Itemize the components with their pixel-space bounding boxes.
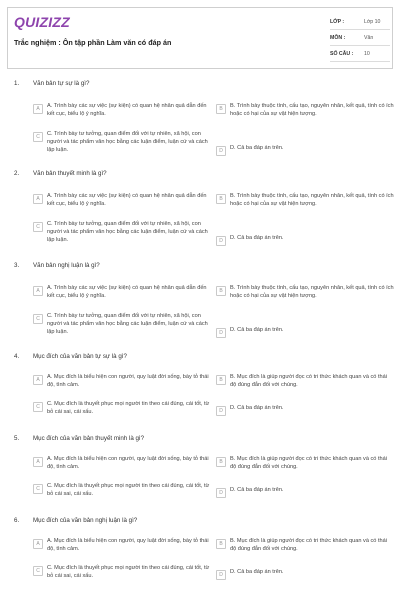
question-number: 5. — [14, 435, 20, 442]
option-text: A. Trình bày các sự việc (sự kiện) có quan hệ nhân quả dẫn đến kết cục, biểu lộ ý nghĩa. — [47, 193, 207, 208]
option-text: D. Cả ba đáp án trên. — [230, 405, 284, 411]
option-c[interactable] — [33, 312, 211, 337]
option-text: C. Mục đích là thuyết phục mọi người tin theo cái đúng, cái tốt, từ bỏ cái sai, cái xấu. — [47, 483, 210, 498]
option-letter-box[interactable]: B — [216, 104, 226, 114]
option-a[interactable] — [33, 102, 211, 118]
question-heading — [14, 517, 137, 524]
option-letter-box[interactable]: B — [216, 375, 226, 385]
option-letter-box[interactable]: A — [33, 539, 43, 549]
option-d[interactable] — [216, 404, 394, 416]
option-text: B. Mục đích là giúp người đọc có tri thức khách quan và có thái độ đúng đắn đối với chúng. — [230, 456, 387, 471]
quiz-title: Trắc nghiệm : Ôn tập phần Làm văn có đáp án — [14, 38, 172, 47]
meta-value: 10 — [364, 50, 370, 57]
option-text: D. Cả ba đáp án trên. — [230, 145, 284, 151]
question-heading — [14, 353, 127, 360]
option-letter-box[interactable]: C — [33, 484, 43, 494]
meta-value: Lớp 10 — [364, 18, 381, 25]
option-text: B. Trình bày thuộc tính, cấu tạo, nguyên nhân, kết quả, tính có ích hoặc có hại của sự vật hiện tượng. — [230, 193, 394, 208]
question-number: 1. — [14, 80, 20, 87]
option-letter-box[interactable]: A — [33, 104, 43, 114]
option-d[interactable] — [216, 144, 394, 156]
option-text: D. Cả ba đáp án trên. — [230, 487, 284, 493]
option-text: D. Cả ba đáp án trên. — [230, 569, 284, 575]
option-letter-box[interactable]: A — [33, 286, 43, 296]
option-text: C. Trình bày tư tưởng, quan điểm đối với tự nhiên, xã hội, con người và tác phẩm văn học bằng các luận điểm, luận cứ và cách lập luận. — [47, 221, 208, 244]
option-letter-box[interactable]: A — [33, 194, 43, 204]
question-heading — [14, 435, 144, 442]
option-a[interactable] — [33, 373, 211, 389]
option-b[interactable] — [216, 192, 394, 208]
question-heading — [14, 262, 100, 269]
option-text: B. Trình bày thuộc tính, cấu tạo, nguyên nhân, kết quả, tính có ích hoặc có hại của sự vật hiện tượng. — [230, 103, 394, 118]
option-letter-box[interactable]: B — [216, 539, 226, 549]
option-text: A. Mục đích là biểu hiện con người, quy luật đời sống, bày tỏ thái độ, tình cảm. — [47, 456, 209, 471]
option-letter-box[interactable]: D — [216, 328, 226, 338]
option-d[interactable] — [216, 234, 394, 246]
option-letter-box[interactable]: D — [216, 236, 226, 246]
option-letter-box[interactable]: C — [33, 402, 43, 412]
meta-label: LỚP : — [330, 18, 345, 25]
question-heading — [14, 80, 89, 87]
option-b[interactable] — [216, 284, 394, 300]
option-text: D. Cả ba đáp án trên. — [230, 327, 284, 333]
option-c[interactable] — [33, 400, 211, 416]
option-text: A. Mục đích là biểu hiện con người, quy luật đời sống, bày tỏ thái độ, tình cảm. — [47, 374, 209, 389]
option-text: B. Trình bày thuộc tính, cấu tạo, nguyên nhân, kết quả, tính có ích hoặc có hại của sự vật hiện tượng. — [230, 285, 394, 300]
option-text: B. Mục đích là giúp người đọc có tri thức khách quan và có thái độ đúng đắn đối với chúng. — [230, 374, 387, 389]
option-c[interactable] — [33, 564, 211, 580]
question-text: Mục đích của văn bản tự sự là gì? — [33, 353, 127, 360]
option-letter-box[interactable]: A — [33, 375, 43, 385]
option-letter-box[interactable]: A — [33, 457, 43, 467]
option-letter-box[interactable]: C — [33, 222, 43, 232]
question-number: 4. — [14, 353, 20, 360]
question-heading — [14, 170, 107, 177]
quiz-meta — [330, 14, 390, 62]
option-letter-box[interactable]: C — [33, 566, 43, 576]
option-b[interactable] — [216, 102, 394, 118]
option-a[interactable] — [33, 537, 211, 553]
option-b[interactable] — [216, 537, 394, 553]
option-text: A. Mục đích là biểu hiện con người, quy luật đời sống, bày tỏ thái độ, tình cảm. — [47, 538, 209, 553]
meta-row-class — [330, 14, 390, 30]
option-letter-box[interactable]: D — [216, 406, 226, 416]
question-text: Văn bản nghị luận là gì? — [33, 262, 100, 269]
meta-row-subject — [330, 30, 390, 46]
option-letter-box[interactable]: B — [216, 194, 226, 204]
option-d[interactable] — [216, 326, 394, 338]
option-text: C. Trình bày tư tưởng, quan điểm đối với tự nhiên, xã hội, con người và tác phẩm văn học bằng các luận điểm, luận cứ và cách lập luận. — [47, 313, 208, 336]
meta-label: MÔN : — [330, 34, 346, 41]
question-text: Văn bản tự sự là gì? — [33, 80, 90, 87]
option-letter-box[interactable]: C — [33, 132, 43, 142]
option-text: C. Mục đích là thuyết phục mọi người tin theo cái đúng, cái tốt, từ bỏ cái sai, cái xấu. — [47, 565, 210, 580]
option-a[interactable] — [33, 455, 211, 471]
meta-row-count — [330, 46, 390, 62]
option-a[interactable] — [33, 284, 211, 300]
question-number: 3. — [14, 262, 20, 269]
option-c[interactable] — [33, 482, 211, 498]
option-text: D. Cả ba đáp án trên. — [230, 235, 284, 241]
option-d[interactable] — [216, 486, 394, 498]
worksheet-header — [7, 7, 393, 69]
option-d[interactable] — [216, 568, 394, 580]
option-a[interactable] — [33, 192, 211, 208]
option-letter-box[interactable]: C — [33, 314, 43, 324]
option-text: B. Mục đích là giúp người đọc có tri thức khách quan và có thái độ đúng đắn đối với chúng. — [230, 538, 387, 553]
option-c[interactable] — [33, 130, 211, 155]
meta-value: Văn — [364, 34, 374, 41]
question-text: Mục đích của văn bản nghị luận là gì? — [33, 517, 138, 524]
option-text: C. Trình bày tư tưởng, quan điểm đối với tự nhiên, xã hội, con người và tác phẩm văn học bằng các luận điểm, luận cứ và cách lập luận. — [47, 131, 208, 154]
option-text: A. Trình bày các sự việc (sự kiện) có quan hệ nhân quả dẫn đến kết cục, biểu lộ ý nghĩa. — [47, 285, 207, 300]
question-number: 2. — [14, 170, 20, 177]
option-text: C. Mục đích là thuyết phục mọi người tin theo cái đúng, cái tốt, từ bỏ cái sai, cái xấu. — [47, 401, 210, 416]
question-number: 6. — [14, 517, 20, 524]
option-c[interactable] — [33, 220, 211, 245]
option-letter-box[interactable]: D — [216, 146, 226, 156]
question-text: Văn bản thuyết minh là gì? — [33, 170, 107, 177]
meta-label: SỐ CÂU : — [330, 50, 354, 57]
quizizz-logo[interactable]: QUIZIZZ — [14, 14, 70, 30]
option-text: A. Trình bày các sự việc (sự kiện) có quan hệ nhân quả dẫn đến kết cục, biểu lộ ý nghĩa. — [47, 103, 207, 118]
option-letter-box[interactable]: B — [216, 286, 226, 296]
option-letter-box[interactable]: D — [216, 570, 226, 580]
option-letter-box[interactable]: D — [216, 488, 226, 498]
option-b[interactable] — [216, 455, 394, 471]
option-b[interactable] — [216, 373, 394, 389]
option-letter-box[interactable]: B — [216, 457, 226, 467]
question-text: Mục đích của văn bản thuyết minh là gì? — [33, 435, 145, 442]
